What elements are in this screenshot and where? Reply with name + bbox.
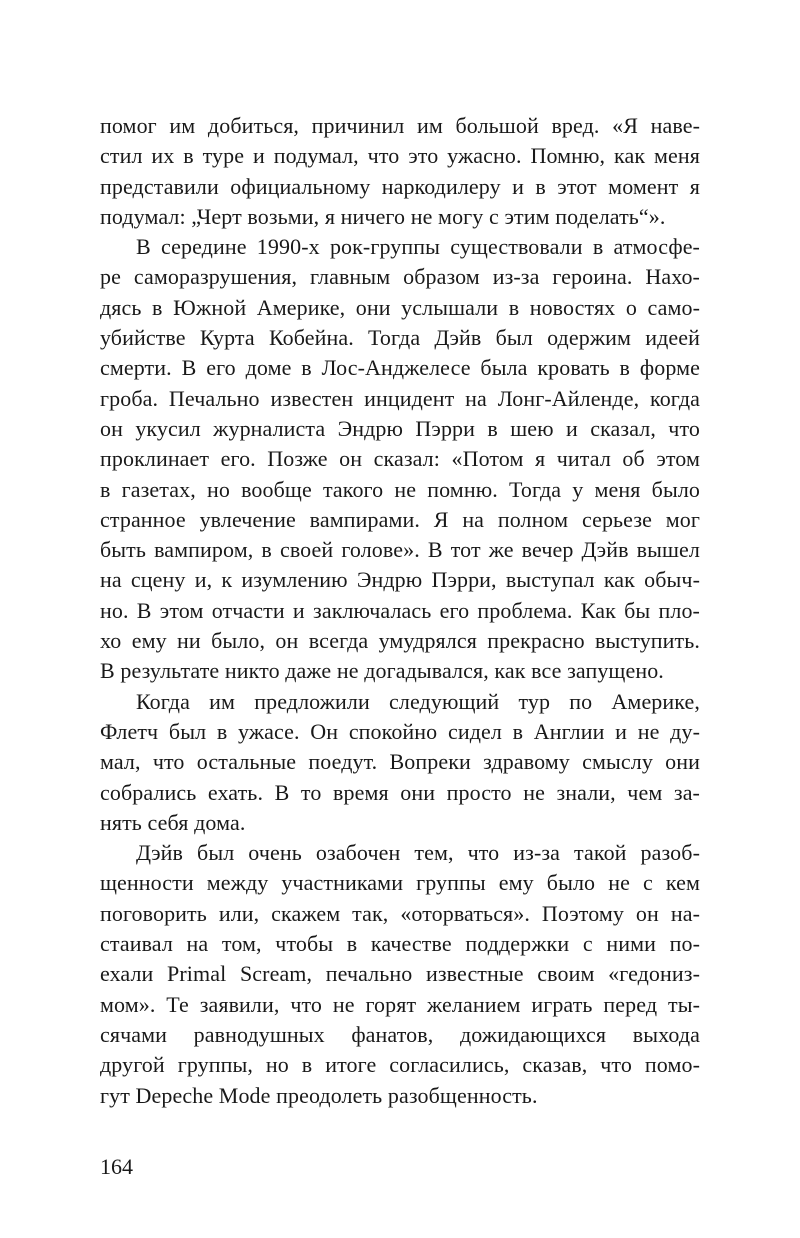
text-block <box>100 111 700 1111</box>
text-line: ре саморазрушения, главным образом из-за героина. Нахо- <box>100 264 700 290</box>
text-line: представили официальному наркодилеру и в этот момент я <box>100 173 700 199</box>
paragraph <box>100 232 700 686</box>
paragraph <box>100 838 700 1111</box>
text-line: ехали Primal Scream, печально известные своим «гедониз- <box>100 961 700 987</box>
paragraph <box>100 687 700 838</box>
text-line: мал, что остальные поедут. Вопреки здравому смыслу они <box>100 749 700 775</box>
text-line: щенности между участниками группы ему было не с кем <box>100 870 700 896</box>
text-line: помог им добиться, причинил им большой вред. «Я наве- <box>100 113 700 138</box>
text-line: сячами равнодушных фанатов, дожидающихся выхода <box>100 1021 700 1047</box>
text-line: Дэйв был очень озабочен тем, что из-за такой разоб- <box>136 840 700 866</box>
text-line: убийстве Курта Кобейна. Тогда Дэйв был одержим идеей <box>100 325 700 351</box>
text-line: Когда им предложили следующий тур по Америке, <box>136 688 700 714</box>
text-line: смерти. В его доме в Лос-Анджелесе была кровать в форме <box>100 355 700 381</box>
text-line: гроба. Печально известен инцидент на Лонг-Айленде, когда <box>100 385 700 411</box>
text-line: стил их в туре и подумал, что это ужасно. Помню, как меня <box>100 143 700 169</box>
page-number: 164 <box>100 1154 133 1179</box>
text-line: дясь в Южной Америке, они услышали в новостях о само- <box>100 294 700 320</box>
text-line: на сцену и, к изумлению Эндрю Пэрри, выступал как обыч- <box>100 567 700 593</box>
text-line: собрались ехать. В то время они просто не знали, чем за- <box>100 779 700 805</box>
text-line: гут Depeche Mode преодолеть разобщенность. <box>100 1082 538 1108</box>
text-line: в газетах, но вообще такого не помню. Тогда у меня было <box>100 476 700 502</box>
paragraph <box>100 111 700 232</box>
text-line: стаивал на том, чтобы в качестве поддержки с ними по- <box>100 931 700 957</box>
text-line: странное увлечение вампирами. Я на полном серьезе мог <box>100 506 700 532</box>
text-line: другой группы, но в итоге согласились, сказав, что помо- <box>100 1052 700 1078</box>
text-line: Флетч был в ужасе. Он спокойно сидел в Англии и не ду- <box>100 718 700 744</box>
text-line: подумал: „Черт возьми, я ничего не могу с этим поделать“». <box>100 203 666 229</box>
text-line: проклинает его. Позже он сказал: «Потом я читал об этом <box>100 446 700 472</box>
text-line: хо ему ни было, он всегда умудрялся прекрасно выступить. <box>100 628 700 654</box>
text-line: но. В этом отчасти и заключалась его проблема. Как бы пло- <box>100 597 700 623</box>
text-line: он укусил журналиста Эндрю Пэрри в шею и сказал, что <box>100 415 700 441</box>
text-line: нять себя дома. <box>100 809 246 835</box>
text-line: быть вампиром, в своей голове». В тот же вечер Дэйв вышел <box>100 537 700 563</box>
text-line: мом». Те заявили, что не горят желанием играть перед ты- <box>100 991 700 1017</box>
text-line: В середине 1990-х рок-группы существовали в атмосфе- <box>136 234 700 260</box>
text-line: В результате никто даже не догадывался, как все запущено. <box>100 658 664 684</box>
text-line: поговорить или, скажем так, «оторваться». Поэтому он на- <box>100 900 700 926</box>
